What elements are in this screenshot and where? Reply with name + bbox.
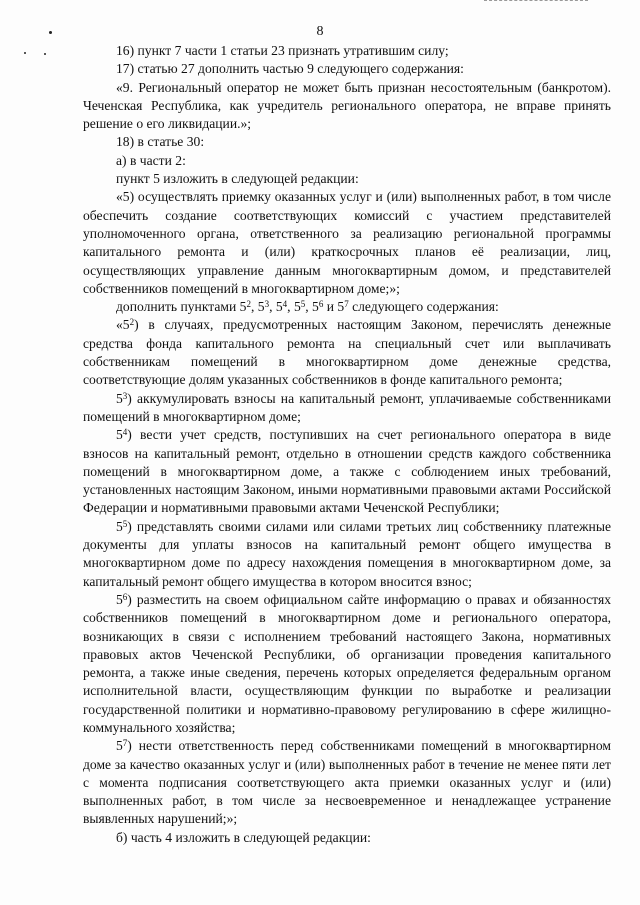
paragraph: «5) осуществлять приемку оказанных услуг и (или) выполненных работ, в том числе обеспечить создание соответствующих комиссий с участием представителей уполномоченного органа, ответственного за реализацию региональной программы капитального ремонта и (или) краткосрочных планов её реализации, лиц, осуществляющих управление данным многоквартирным домом, и представителей собственников помещений в многоквартирном доме;»;: [83, 189, 611, 296]
paragraph: 18) в статье 30:: [116, 134, 205, 150]
paragraph: дополнить пунктами $5^2$, $5^3$, $5^4$, $5^5$, $5^6$ и $5^7$ следующего содержания:: [116, 299, 499, 315]
paragraph: 17) статью 27 дополнить частью 9 следующего содержания:: [116, 61, 464, 77]
paragraph: $5^4$) вести учет средств, поступивших на счет регионального оператора в виде взносов на капитальный ремонт, отдельно в отношении средств каждого собственника помещений в многоквартирном доме, а также с соблюдением иных требований, установленных настоящим Законом, иными нормативными правовыми актами Российской Федерации и нормативными правовыми актами Чеченской Республики;: [83, 427, 611, 516]
paragraph: $5^6$) разместить на своем официальном сайте информацию о правах и обязанностях собственников помещений в многоквартирном доме и регионального оператора, возникающих в связи с исполнением требований настоящего Закона, нормативных правовых актов Чеченской Республики, об организации проведения капитального ремонта, а также иные сведения, перечень которых определяется федеральным органом исполнительной власти, осуществляющим функции по выработке и реализации государственной политики и нормативно-правовому регулированию в сфере жилищно-коммунального хозяйства;: [83, 591, 611, 735]
paragraph: б) часть 4 изложить в следующей редакции:: [116, 829, 371, 845]
scan-artifact-dot: [44, 53, 46, 55]
page-number: 8: [316, 24, 324, 39]
paragraph: $5^5$) представлять своими силами или силами третьих лиц собственнику платежные документы для уплаты взносов на капитальный ремонт общего имущества в многоквартирном доме по адресу нахождения помещения в многоквартирном доме, за капитальный ремонт общего имущества в котором вносится взнос;: [83, 518, 611, 589]
paragraph: 16) пункт 7 части 1 статьи 23 признать утратившим силу;: [116, 43, 449, 58]
document-body: [83, 42, 611, 847]
paragraph: $5^7$) нести ответственность перед собственниками помещений в многоквартирном доме за качество оказанных услуг и (или) выполненных работ в течение не менее пяти лет с момента подписания соответствующего акта приемки оказанных услуг и (или) выполненных работ, в том числе за несвоевременное и ненадлежащее устранение выявленных нарушений;»;: [83, 738, 611, 827]
scan-artifact-line: [484, 0, 588, 4]
paragraph: а) в части 2:: [116, 152, 186, 168]
scan-artifact-dot: [24, 52, 26, 54]
paragraph: «9. Региональный оператор не может быть признан несостоятельным (банкротом). Чеченская Республика, как учредитель регионального оператора, не вправе принять решение о его ликвидации.»;: [83, 79, 611, 132]
paragraph: $5^3$) аккумулировать взносы на капитальный ремонт, уплачиваемые собственниками помещений в многоквартирном доме;: [83, 390, 611, 424]
paragraph: пункт 5 изложить в следующей редакции:: [116, 171, 359, 187]
paragraph: «$5^2$) в случаях, предусмотренных настоящим Законом, перечислять денежные средства фонда капитального ремонта на специальный счет или выплачивать собственникам помещений в многоквартирном доме денежные средства, соответствующие долям указанных собственников в фонде капитального ремонта;: [83, 317, 611, 388]
